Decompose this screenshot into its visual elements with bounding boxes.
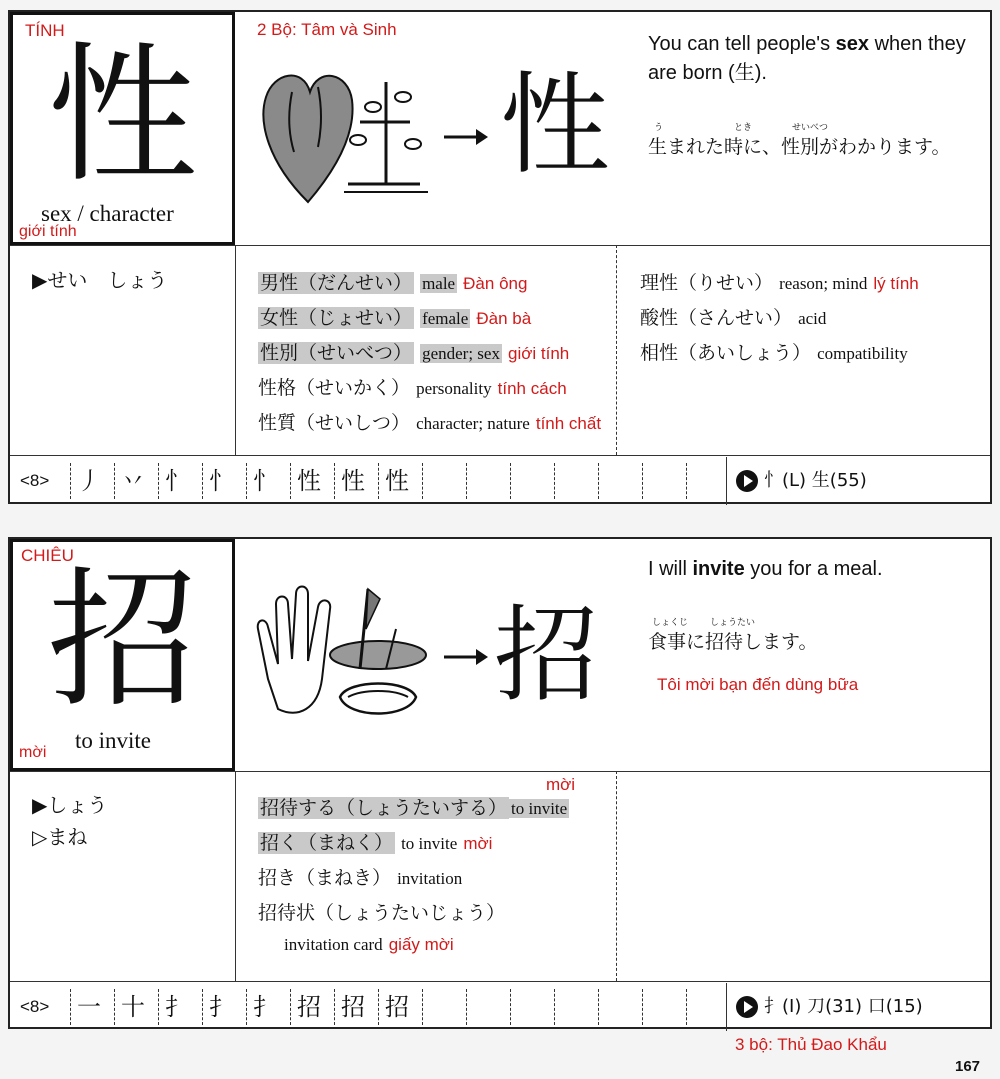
play-icon[interactable] — [736, 470, 758, 492]
furigana-2: とき — [734, 123, 753, 133]
example-sentence-en: You can tell people's sex when they are born (生). — [648, 33, 966, 84]
stroke-step: 忄 — [209, 467, 233, 495]
kanji-meaning-vi: mời — [19, 744, 47, 761]
vocab-item: 理性（りせい） reason; mind lý tính — [640, 272, 919, 294]
vocab-item: invitation card giấy mời — [284, 935, 454, 954]
kanji-card-1 — [8, 10, 992, 504]
radical-note-bottom: 3 bộ: Thủ Đao Khẩu — [735, 1035, 887, 1054]
stroke-step: 招 — [341, 993, 365, 1021]
kanji-box — [10, 12, 235, 245]
stroke-step: 扌 — [209, 993, 233, 1021]
stroke-step: 扌 — [165, 993, 189, 1021]
kanji-meaning: sex / character — [41, 201, 174, 226]
stroke-order-row — [10, 983, 990, 1031]
vocab-item: 男性（だんせい） male Đàn ông — [260, 272, 528, 294]
vocab-item: 女性（じょせい） female Đàn bà — [260, 307, 532, 329]
vocab-item: 性質（せいしつ） character; nature tính chất — [258, 412, 602, 434]
heart-shape — [263, 76, 352, 202]
stroke-step: 招 — [385, 993, 409, 1021]
vocab-item: 酸性（さんせい） acid — [640, 307, 827, 329]
furigana-1: う — [654, 123, 664, 133]
example-sentence-jp: 生まれた時に、性別がわかります。 — [648, 136, 951, 158]
hand-shape — [258, 587, 330, 713]
vocab-item: 招待状（しょうたいじょう） — [258, 902, 506, 924]
radical-info: 忄(L) 生(55) — [736, 457, 867, 505]
kanji-meaning: to invite — [75, 728, 152, 753]
stroke-step: 招 — [297, 993, 321, 1021]
furigana-1: しょくじ — [652, 618, 689, 628]
stroke-step: 性 — [385, 467, 409, 495]
example-sentence-vi: Tôi mời bạn đến dùng bữa — [657, 675, 859, 694]
example-sentence-jp: 食事に招待します。 — [648, 631, 818, 653]
reading-kun: ▷まね — [32, 825, 88, 849]
stroke-step: 十 — [121, 993, 145, 1021]
derived-kanji: 招 — [494, 594, 599, 716]
kanji-box — [10, 539, 235, 771]
stroke-order-row — [10, 457, 990, 505]
vocab-item: 性別（せいべつ） gender; sex giới tính — [260, 342, 570, 364]
han-viet-label: TÍNH — [25, 21, 65, 40]
stroke-step: 性 — [297, 467, 321, 495]
stroke-step: 忄 — [165, 467, 189, 495]
stroke-step: 扌 — [253, 993, 277, 1021]
main-kanji: 性 — [47, 29, 198, 203]
example-sentence-en: I will invite you for a meal. — [648, 558, 883, 580]
stroke-step: 性 — [341, 467, 365, 495]
stroke-step: 忄 — [253, 467, 277, 495]
kanji-meaning-vi: giới tính — [19, 223, 77, 240]
radical-note: 2 Bộ: Tâm và Sinh — [257, 20, 397, 39]
furigana-3: せいべつ — [792, 123, 829, 133]
stroke-step: 丿 — [77, 467, 101, 495]
main-kanji: 招 — [47, 554, 198, 728]
vocab-item: 招き（まねき） invitation — [258, 867, 463, 889]
furigana-2: しょうたい — [710, 618, 756, 628]
stroke-step: 丷 — [121, 467, 145, 495]
stroke-count: <8> — [20, 997, 50, 1016]
kanji-card-2 — [8, 537, 992, 1029]
page-number: 167 — [955, 1058, 981, 1075]
reading-on: ▶しょう — [32, 793, 108, 817]
radical-info: 扌(I) 刀(31) 口(15) — [736, 983, 923, 1031]
vocab-item: 相性（あいしょう） compatibility — [640, 342, 908, 364]
stroke-step: 一 — [77, 993, 101, 1021]
stroke-count: <8> — [20, 471, 50, 490]
readings: ▶せい しょう — [32, 268, 168, 292]
vocab-item: 招待する（しょうたいする） to invite mời — [260, 775, 576, 819]
vocab-item: 招く（まねく） to invite mời — [260, 832, 493, 854]
han-viet-label: CHIÊU — [21, 546, 74, 565]
vocab-item: 性格（せいかく） personality tính cách — [258, 377, 567, 399]
derived-kanji: 性 — [500, 61, 610, 189]
play-icon[interactable] — [736, 996, 758, 1018]
